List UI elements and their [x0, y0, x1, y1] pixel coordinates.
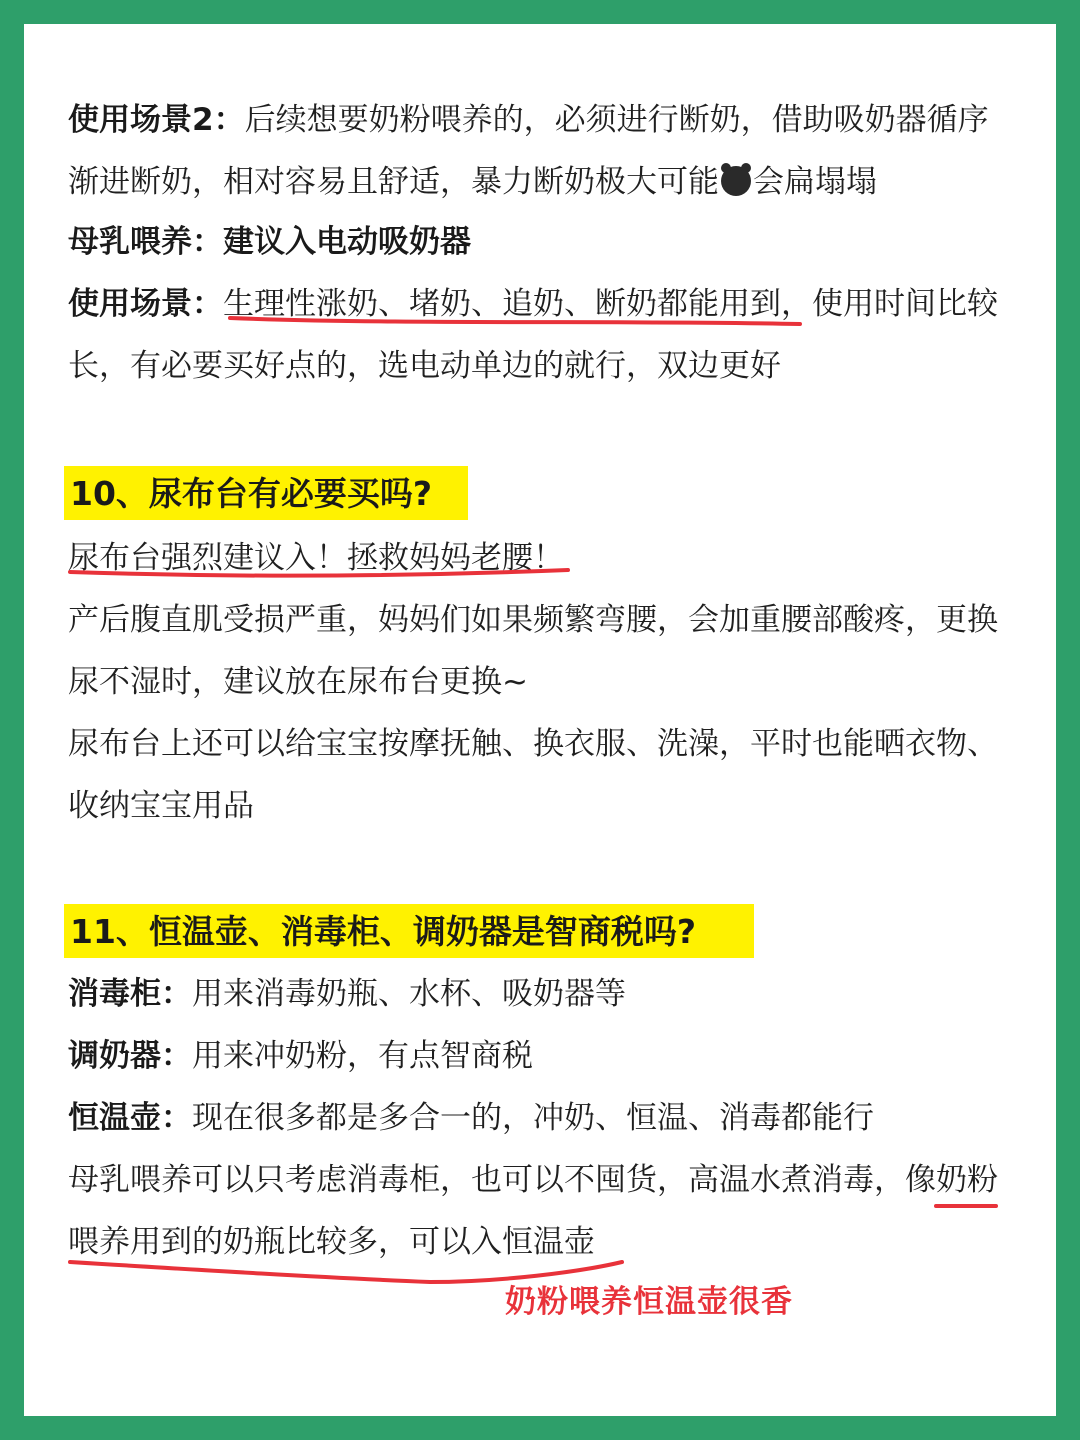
q11-line-a: 母乳喂养可以只考虑消毒柜，也可以不囤货，高温水煮消毒，像奶粉 [68, 1162, 998, 1198]
breastfeeding-line [68, 222, 471, 262]
usage-line-2 [68, 346, 781, 386]
kettle-label: 恒温壶： [68, 1100, 192, 1136]
q11-line-b: 喂养用到的奶瓶比较多，可以入恒温壶 [68, 1224, 595, 1260]
q11-heading: 11、恒温壶、消毒柜、调奶器是智商税吗? [70, 912, 697, 951]
kettle-text: 现在很多都是多合一的，冲奶、恒温、消毒都能行 [192, 1100, 874, 1136]
usage-label: 使用场景： [68, 286, 223, 322]
usage-text-1: ，使用时间比较 [781, 286, 998, 322]
breastfeeding-value: 建议入电动吸奶器 [223, 224, 471, 260]
usage-line-1 [68, 284, 998, 324]
q10-line-3: 尿不湿时，建议放在尿布台更换~ [68, 664, 528, 700]
usage2-line-1 [68, 100, 989, 140]
usage-text-2: 长，有必要买好点的，选电动单边的就行，双边更好 [68, 348, 781, 384]
bear-face-icon [721, 166, 751, 196]
mixer-label: 调奶器： [68, 1038, 192, 1074]
usage2-label: 使用场景2： [68, 102, 245, 138]
usage2-text-2b: 会扁塌塌 [753, 164, 877, 200]
q10-heading: 10、尿布台有必要买吗? [70, 474, 433, 513]
usage-underlined-text: 生理性涨奶、堵奶、追奶、断奶都能用到 [223, 286, 781, 322]
q10-line-2: 产后腹直肌受损严重，妈妈们如果频繁弯腰，会加重腰部酸疼，更换 [68, 602, 998, 638]
sterilizer-text: 用来消毒奶瓶、水杯、吸奶器等 [192, 976, 626, 1012]
q10-line-4: 尿布台上还可以给宝宝按摩抚触、换衣服、洗澡，平时也能晒衣物、 [68, 726, 998, 762]
handwritten-note: 奶粉喂养恒温壶很香 [505, 1284, 793, 1320]
q10-line-5: 收纳宝宝用品 [68, 788, 254, 824]
usage2-line-2 [68, 162, 877, 202]
kettle-line [68, 1098, 874, 1138]
usage2-text-2a: 渐进断奶，相对容易且舒适，暴力断奶极大可能 [68, 164, 719, 200]
breastfeeding-label: 母乳喂养： [68, 224, 223, 260]
sterilizer-line [68, 974, 626, 1014]
usage2-text-1: 后续想要奶粉喂养的，必须进行断奶，借助吸奶器循序 [244, 102, 989, 138]
sterilizer-label: 消毒柜： [68, 976, 192, 1012]
mixer-text: 用来冲奶粉，有点智商税 [192, 1038, 533, 1074]
mixer-line [68, 1036, 533, 1076]
q10-line-1: 尿布台强烈建议入！拯救妈妈老腰！ [68, 540, 564, 576]
